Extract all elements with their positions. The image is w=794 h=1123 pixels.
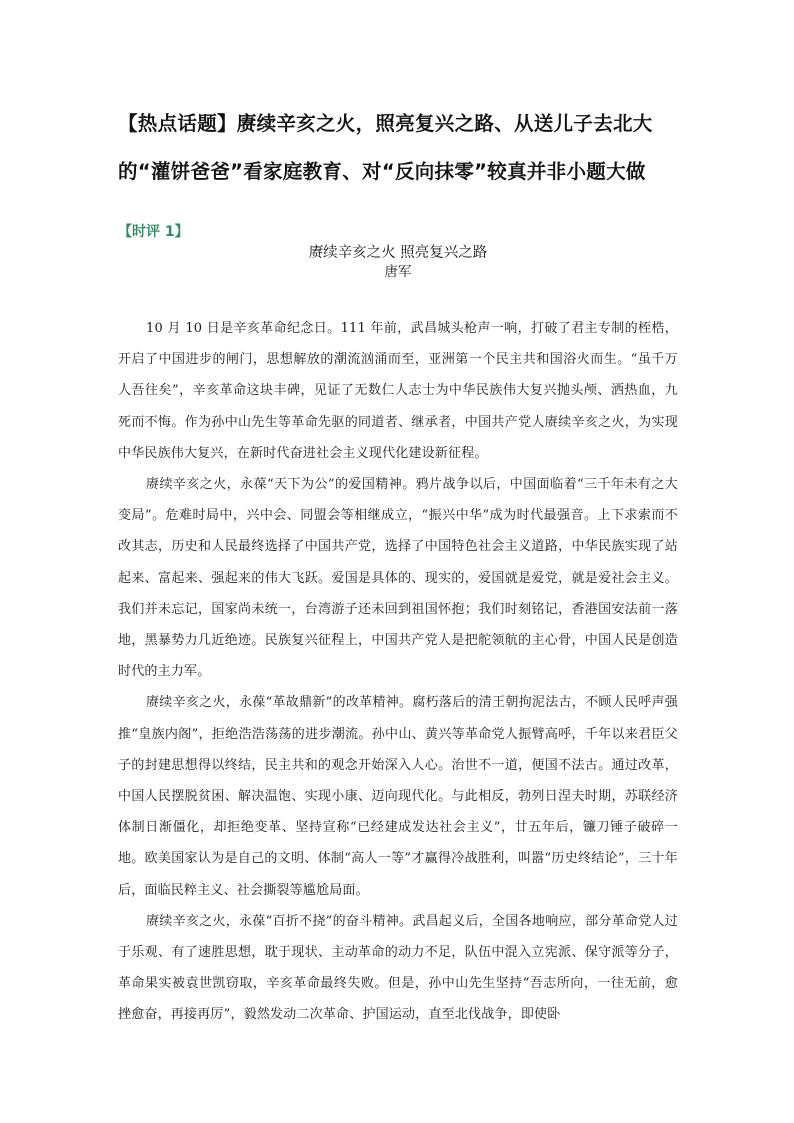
page-title: 【热点话题】赓续辛亥之火，照亮复兴之路、从送儿子去北大的“灌饼爸爸”看家庭教育、对“反向抹零”较真并非小题大做 [118, 112, 653, 183]
article-title: 赓续辛亥之火 照亮复兴之路 [308, 245, 488, 261]
paragraph: 赓续辛亥之火，永葆“天下为公”的爱国精神。鸦片战争以后，中国面临着“三千年未有之大变局”。危难时局中，兴中会、同盟会等相继成立，“振兴中华”成为时代最强音。上下求索而不改其志，历史和人民最终选择了中国共产党，选择了中国特色社会主义道路，中华民族实现了站起来、富起来、强起来的伟大飞跃。爱国是具体的、现实的，爱国就是爱党，就是爱社会主义。我们并未忘记，国家尚未统一，台湾游子还未回到祖国怀抱；我们时刻铭记，香港国安法前一落地，黑暴势力几近绝迹。民族复兴征程上，中国共产党人是把舵领航的主心骨，中国人民是创造时代的主力军。 [118, 477, 678, 680]
paragraph: 10 月 10 日是辛亥革命纪念日。111 年前，武昌城头枪声一响，打破了君主专制的桎梏，开启了中国进步的闸门，思想解放的潮流汹涌而至，亚洲第一个民主共和国浴火而生。“虽千万人吾往矣”，辛亥革命这块丰碑，见证了无数仁人志士为中华民族伟大复兴抛头颅、洒热血，九死而不悔。作为孙中山先生等革命先驱的同道者、继承者，中国共产党人赓续辛亥之火，为实现中华民族伟大复兴，在新时代奋进社会主义现代化建设新征程。 [118, 321, 678, 461]
article-author: 唐军 [384, 264, 412, 280]
paragraph: 赓续辛亥之火，永葆“革故鼎新”的改革精神。腐朽落后的清王朝拘泥法古，不顾人民呼声强推“皇族内阁”，拒绝浩浩荡荡的进步潮流。孙中山、黄兴等革命党人振臂高呼，千年以来君臣父子的封建思想得以终结，民主共和的观念开始深入人心。治世不一道，便国不法古。通过改革，中国人民摆脱贫困、解决温饱、实现小康、迈向现代化。与此相反，勃列日涅夫时期，苏联经济体制日渐僵化，却拒绝变革、坚持宣称“已经建成发达社会主义”，廿五年后，镰刀锤子破碎一地。欧美国家认为是自己的文明、体制“高人一等”才赢得冷战胜利，叫嚣“历史终结论”，三十年后，面临民粹主义、社会撕裂等尴尬局面。 [118, 695, 678, 898]
article-body [118, 313, 678, 1031]
paragraph: 赓续辛亥之火，永葆“百折不挠”的奋斗精神。武昌起义后，全国各地响应，部分革命党人过于乐观、有了速胜思想，耽于现状、主动革命的动力不足，队伍中混入立宪派、保守派等分子，革命果实被袁世凯窃取，辛亥革命最终失败。但是，孙中山先生坚持“吾志所向，一往无前，愈挫愈奋，再接再厉”，毅然发动二次革命、护国运动，直至北伐战争，即使卧 [118, 913, 678, 1023]
section-label: 【时评 1】 [118, 224, 189, 240]
